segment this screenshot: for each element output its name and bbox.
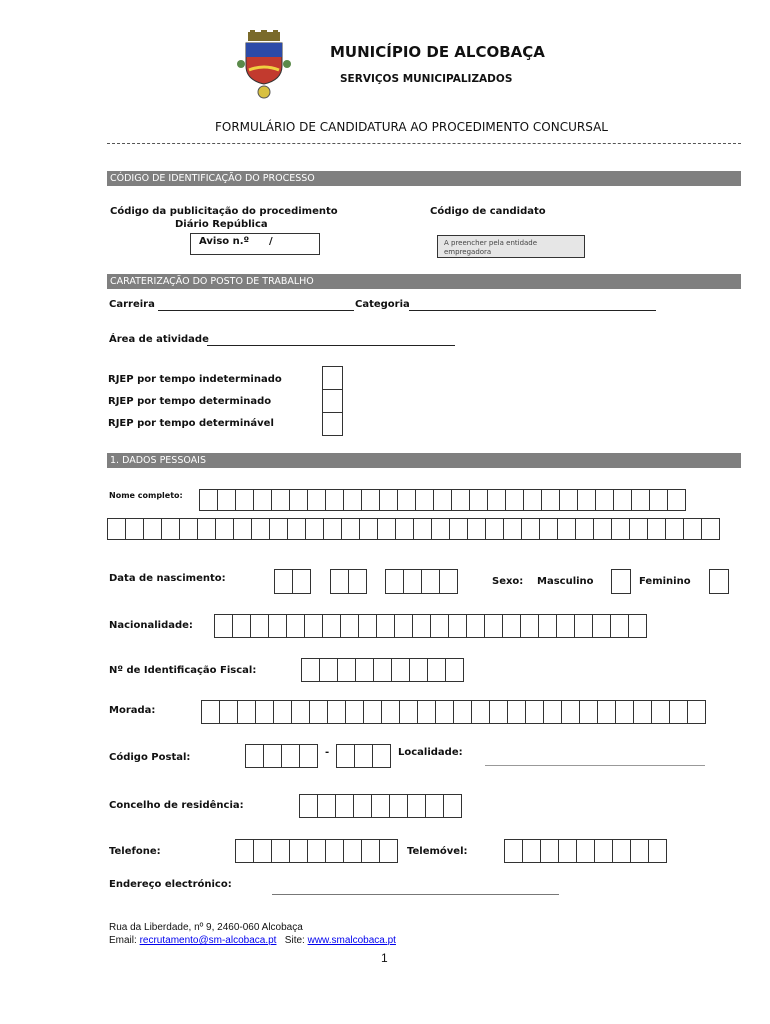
postal-dash: -	[325, 747, 330, 758]
nationality-label: Nacionalidade:	[109, 620, 193, 631]
rjep-determinate-checkbox[interactable]	[322, 389, 343, 413]
footer-email-link[interactable]: recrutamento@sm-alcobaca.pt	[139, 935, 277, 946]
aviso-slash: /	[269, 236, 273, 247]
rjep-determinable-checkbox[interactable]	[322, 412, 343, 436]
email-label: Endereço electrónico:	[109, 879, 232, 890]
postal-code-cells-1[interactable]	[245, 744, 318, 768]
full-name-label: Nome completo:	[109, 491, 183, 500]
birth-month-cells[interactable]	[330, 569, 367, 594]
municipality-title: MUNICÍPIO DE ALCOBAÇA	[330, 43, 545, 61]
postal-code-label: Código Postal:	[109, 752, 191, 763]
publication-code-label: Código da publicitação do procedimento	[110, 206, 338, 217]
council-label: Concelho de residência:	[109, 800, 244, 811]
services-subtitle: SERVIÇOS MUNICIPALIZADOS	[340, 73, 513, 85]
category-input[interactable]	[409, 298, 656, 311]
council-cells[interactable]	[299, 794, 462, 818]
footer-address: Rua da Liberdade, nº 9, 2460-060 Alcobaça	[109, 922, 303, 933]
title-divider	[107, 143, 741, 144]
activity-label: Área de atividade	[109, 334, 209, 345]
rjep-indeterminate-checkbox[interactable]	[322, 366, 343, 390]
rjep-determinate-label: RJEP por tempo determinado	[108, 396, 272, 407]
page-number: 1	[381, 951, 388, 965]
full-name-cells-row1[interactable]	[199, 489, 686, 511]
rjep-determinable-label: RJEP por tempo determinável	[108, 418, 274, 429]
birth-year-cells[interactable]	[385, 569, 458, 594]
nif-cells[interactable]	[301, 658, 464, 682]
candidate-code-label: Código de candidato	[430, 206, 546, 217]
male-checkbox[interactable]	[611, 569, 631, 594]
birth-date-label: Data de nascimento:	[109, 573, 226, 584]
email-input[interactable]	[272, 894, 559, 895]
locality-label: Localidade:	[398, 747, 463, 758]
category-label: Categoria	[355, 299, 410, 310]
female-checkbox[interactable]	[709, 569, 729, 594]
section-personal: 1. DADOS PESSOAIS	[107, 453, 741, 468]
nationality-cells[interactable]	[214, 614, 647, 638]
mobile-cells[interactable]	[504, 839, 667, 863]
sex-label: Sexo:	[492, 576, 524, 587]
section-job: CARATERIZAÇÃO DO POSTO DE TRABALHO	[107, 274, 741, 289]
address-label: Morada:	[109, 705, 156, 716]
footer-contact	[109, 935, 396, 946]
nif-label: Nº de Identificação Fiscal:	[109, 665, 257, 676]
locality-input[interactable]	[485, 765, 705, 766]
birth-day-cells[interactable]	[274, 569, 311, 594]
male-label: Masculino	[537, 576, 594, 587]
mobile-label: Telemóvel:	[407, 846, 468, 857]
aviso-label: Aviso n.º	[199, 236, 250, 247]
diario-label: Diário República	[175, 219, 268, 230]
career-input[interactable]	[158, 298, 354, 311]
phone-cells[interactable]	[235, 839, 398, 863]
postal-code-cells-2[interactable]	[336, 744, 391, 768]
aviso-field[interactable]	[190, 233, 320, 255]
candidate-code-field	[437, 235, 585, 258]
section-process-id: CÓDIGO DE IDENTIFICAÇÃO DO PROCESSO	[107, 171, 741, 186]
footer-site-label: Site:	[284, 935, 305, 946]
activity-input[interactable]	[207, 333, 455, 346]
footer-site-link[interactable]: www.smalcobaca.pt	[307, 935, 396, 946]
address-cells[interactable]	[201, 700, 706, 724]
female-label: Feminino	[639, 576, 691, 587]
footer-email-label: Email:	[109, 935, 137, 946]
career-label: Carreira	[109, 299, 155, 310]
employer-fill-note: A preencher pela entidade empregadora	[444, 239, 538, 256]
full-name-cells-row2[interactable]	[107, 518, 720, 540]
rjep-indeterminate-label: RJEP por tempo indeterminado	[108, 374, 282, 385]
coat-of-arms-logo	[236, 30, 292, 100]
phone-label: Telefone:	[109, 846, 161, 857]
form-title: FORMULÁRIO DE CANDIDATURA AO PROCEDIMENTO CONCURSAL	[215, 120, 608, 134]
